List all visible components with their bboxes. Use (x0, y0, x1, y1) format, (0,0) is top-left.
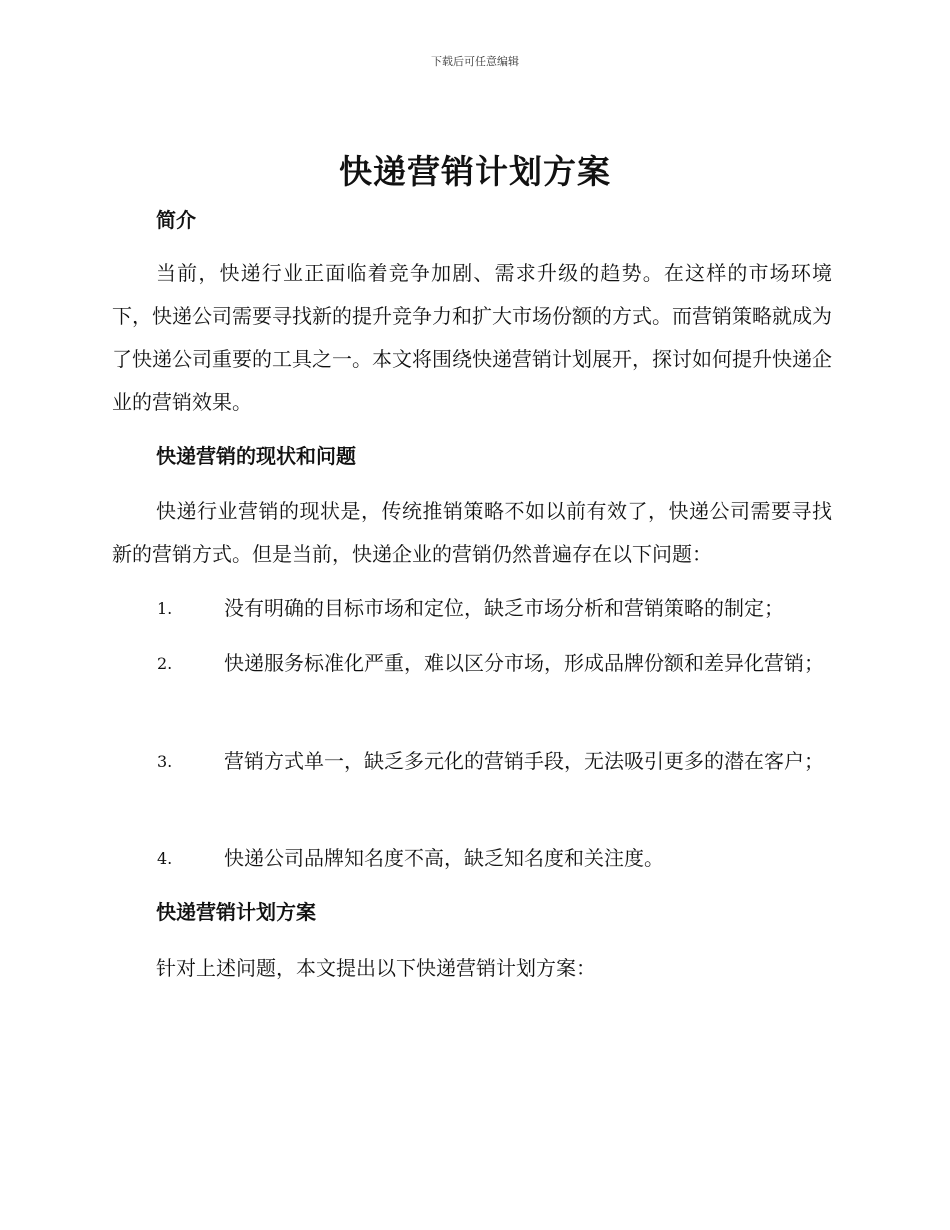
list-text: 没有明确的目标市场和定位，缺乏市场分析和营销策略的制定； (224, 596, 784, 620)
problem-list-item (112, 740, 832, 783)
list-number: 1. (157, 599, 173, 618)
header-note: 下载后可任意编辑 (431, 55, 519, 68)
problem-list-item (112, 837, 832, 880)
list-text: 快递公司品牌知名度不高，缺乏知名度和关注度。 (224, 846, 664, 870)
section-heading-plan: 快递营销计划方案 (156, 900, 316, 924)
list-number: 3. (157, 752, 173, 771)
problem-list-item (112, 642, 832, 685)
plan-paragraph: 针对上述问题，本文提出以下快递营销计划方案： (156, 956, 596, 980)
section-heading-intro: 简介 (156, 208, 196, 232)
list-number: 4. (157, 849, 173, 868)
list-text: 快递服务标准化严重，难以区分市场，形成品牌份额和差异化营销； (224, 651, 824, 675)
list-text: 营销方式单一，缺乏多元化的营销手段，无法吸引更多的潜在客户； (224, 749, 824, 773)
document-title: 快递营销计划方案 (339, 152, 611, 191)
list-number: 2. (157, 654, 173, 673)
problem-list-item (112, 587, 832, 630)
status-paragraph: 快递行业营销的现状是，传统推销策略不如以前有效了，快递公司需要寻找新的营销方式。但是当前，快递企业的营销仍然普遍存在以下问题： (112, 499, 832, 566)
section-heading-status: 快递营销的现状和问题 (156, 444, 356, 468)
intro-paragraph: 当前，快递行业正面临着竞争加剧、需求升级的趋势。在这样的市场环境下，快递公司需要寻找新的提升竞争力和扩大市场份额的方式。而营销策略就成为了快递公司重要的工具之一。本文将围绕快递营销计划展开，探讨如何提升快递企业的营销效果。 (112, 261, 832, 414)
